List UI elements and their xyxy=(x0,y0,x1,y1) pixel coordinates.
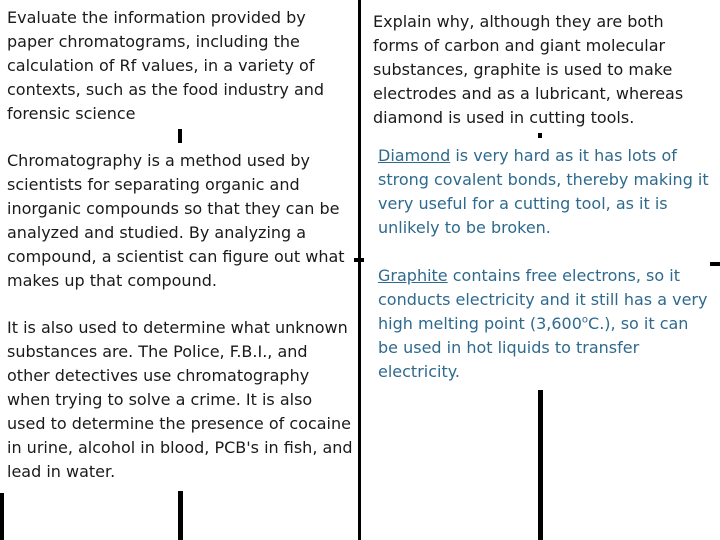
graphite-term: Graphite xyxy=(378,266,448,285)
left-panel xyxy=(0,0,358,540)
diamond-answer-paragraph xyxy=(378,144,713,240)
divider-mark xyxy=(710,262,720,266)
divider-mark xyxy=(0,493,4,540)
left-question-heading: Evaluate the information provided by paper chromatograms, including the calculation of Rf values, in a variety of contexts, such as the food industry and forensic science xyxy=(7,8,325,123)
divider-mark xyxy=(178,491,183,540)
diamond-text: is very hard as it has lots of strong covalent bonds, thereby making it very useful for a cutting tool, as it is unlikely to be broken. xyxy=(378,146,709,237)
graphite-text-2: C.), so it can be used in hot liquids to transfer electricity. xyxy=(378,314,689,381)
graphite-text-1: contains free electrons, so it conducts electricity and it still has a very high melting point (3,600 xyxy=(378,266,708,333)
divider-mark xyxy=(538,133,542,138)
chromatography-definition-paragraph: Chromatography is a method used by scientists for separating organic and inorganic compounds so that they can be analyzed and studied. By analyzing a compound, a scientist can figure out what makes up that compound. xyxy=(7,151,345,290)
right-question-heading: Explain why, although they are both forms of carbon and giant molecular substances, graphite is used to make electrodes and as a lubricant, whereas diamond is used in cutting tools. xyxy=(373,12,684,127)
graphite-answer-paragraph xyxy=(378,264,713,384)
degree-superscript: o xyxy=(581,314,589,326)
divider-mark xyxy=(178,129,182,143)
chromatography-uses-paragraph: It is also used to determine what unknown substances are. The Police, F.B.I., and other detectives use chromatography when trying to solve a crime. It is also used to determine the presence of cocaine in urine, alcohol in blood, PCB's in fish, and lead in water. xyxy=(7,318,353,481)
divider-mark xyxy=(354,258,364,262)
divider-mark xyxy=(538,390,543,540)
diamond-term: Diamond xyxy=(378,146,451,165)
